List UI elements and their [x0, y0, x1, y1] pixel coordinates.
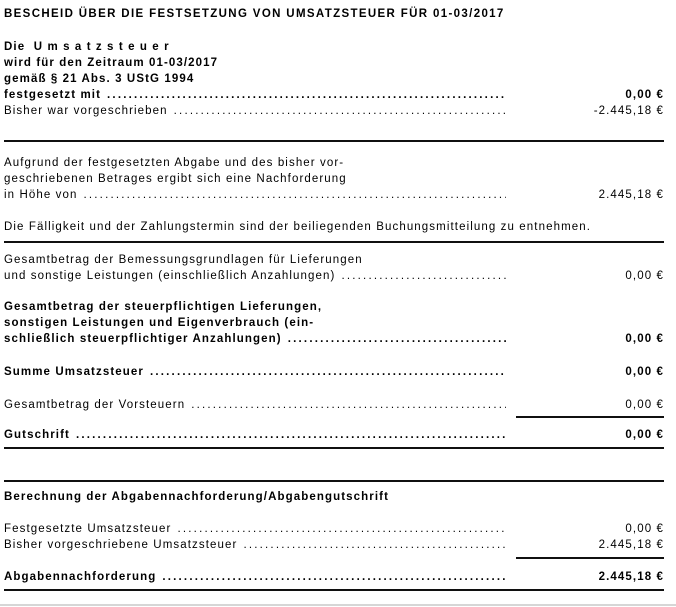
row-festgesetzt-mit: [4, 87, 664, 103]
document-title: BESCHEID ÜBER DIE FESTSETZUNG VON UMSATZSTEUER FÜR 01-03/2017: [4, 8, 505, 20]
dot-leader: [335, 268, 506, 284]
row-lead: [4, 537, 506, 553]
row-value: 0,00 €: [625, 366, 664, 378]
row-value: 2.445,18 €: [598, 539, 664, 551]
row-value: 0,00 €: [625, 429, 664, 441]
faelligkeit-note: Die Fälligkeit und der Zahlungstermin sind der beiliegenden Buchungsmitteilung zu entnehmen.: [4, 221, 592, 233]
row-steuerpflichtige-lieferungen: [4, 331, 664, 347]
berechnung-heading: Berechnung der Abgabennachforderung/Abgabengutschrift: [4, 491, 389, 503]
row-abgabennachforderung: [4, 569, 664, 585]
assessment-intro: [4, 39, 664, 87]
row-lead: [4, 521, 506, 537]
row-in-hoehe-von: [4, 187, 664, 203]
row-label: Festgesetzte Umsatzsteuer: [4, 523, 172, 535]
intro-line-period: wird für den Zeitraum 01-03/2017: [4, 57, 219, 69]
row-lead: [4, 397, 506, 413]
row-lead: [4, 364, 506, 380]
row-festgesetzte-umsatzsteuer: [4, 521, 664, 537]
intro-line-legal-basis: gemäß § 21 Abs. 3 UStG 1994: [4, 73, 195, 85]
row-value: -2.445,18 €: [593, 105, 664, 117]
row-lead: [4, 187, 506, 203]
nachforderung-paragraph: [4, 155, 664, 187]
row-bisher-vorgeschrieben: [4, 103, 664, 119]
row-label: Gutschrift: [4, 429, 70, 441]
row-lead: [4, 268, 506, 284]
subtotal-rule: [516, 557, 664, 559]
row-label: Bisher war vorgeschrieben: [4, 105, 168, 117]
row-label: und sonstige Leistungen (einschließlich Anzahlungen): [4, 270, 336, 282]
row-label: Summe Umsatzsteuer: [4, 366, 144, 378]
dot-leader: [144, 364, 506, 380]
row-value: 0,00 €: [625, 523, 664, 535]
section-divider: [4, 447, 664, 449]
row-value: 2.445,18 €: [598, 189, 664, 201]
entry-line-2: sonstigen Leistungen und Eigenverbrauch (ein-: [4, 317, 315, 329]
row-summe-umsatzsteuer: [4, 364, 664, 380]
section-divider: [4, 589, 664, 591]
row-value: 0,00 €: [625, 399, 664, 411]
dot-leader: [282, 331, 506, 347]
row-value: 2.445,18 €: [598, 571, 664, 583]
page-bottom-edge: [0, 604, 676, 606]
row-label: Bisher vorgeschriebene Umsatzsteuer: [4, 539, 238, 551]
dot-leader: [237, 537, 506, 553]
nachforderung-line-2: geschriebenen Betrages ergibt sich eine Nachforderung: [4, 173, 347, 185]
row-label: festgesetzt mit: [4, 89, 102, 101]
row-lead: [4, 569, 506, 585]
subtotal-rule: [516, 416, 664, 418]
row-bisher-vorgeschriebene-umsatzsteuer: [4, 537, 664, 553]
row-lead: [4, 331, 506, 347]
dot-leader: [168, 103, 506, 119]
row-lead: [4, 87, 506, 103]
dot-leader: [70, 427, 506, 443]
row-vorsteuern: [4, 397, 664, 413]
row-bemessungsgrundlagen: [4, 268, 664, 284]
row-value: 0,00 €: [625, 333, 664, 345]
row-label: Abgabennachforderung: [4, 571, 157, 583]
intro-line-tax-name: Die U m s a t z s t e u e r: [4, 41, 170, 53]
row-label: Gesamtbetrag der Vorsteuern: [4, 399, 186, 411]
entry-steuerpflichtige-lieferungen: [4, 299, 664, 347]
row-gutschrift: [4, 427, 664, 443]
entry-bemessungsgrundlagen: [4, 252, 664, 284]
dot-leader: [101, 87, 506, 103]
row-label: in Höhe von: [4, 189, 78, 201]
row-label: schließlich steuerpflichtiger Anzahlungen): [4, 333, 282, 345]
nachforderung-line-1: Aufgrund der festgesetzten Abgabe und des bisher vor-: [4, 157, 345, 169]
dot-leader: [156, 569, 506, 585]
dot-leader: [77, 187, 506, 203]
section-divider: [4, 480, 664, 482]
row-value: 0,00 €: [625, 270, 664, 282]
section-divider: [4, 241, 664, 243]
entry-line-1: Gesamtbetrag der Bemessungsgrundlagen für Lieferungen: [4, 254, 363, 266]
entry-line-1: Gesamtbetrag der steuerpflichtigen Lieferungen,: [4, 301, 323, 313]
row-lead: [4, 103, 506, 119]
dot-leader: [185, 397, 506, 413]
dot-leader: [171, 521, 506, 537]
row-value: 0,00 €: [625, 89, 664, 101]
section-divider: [4, 140, 664, 142]
row-lead: [4, 427, 506, 443]
